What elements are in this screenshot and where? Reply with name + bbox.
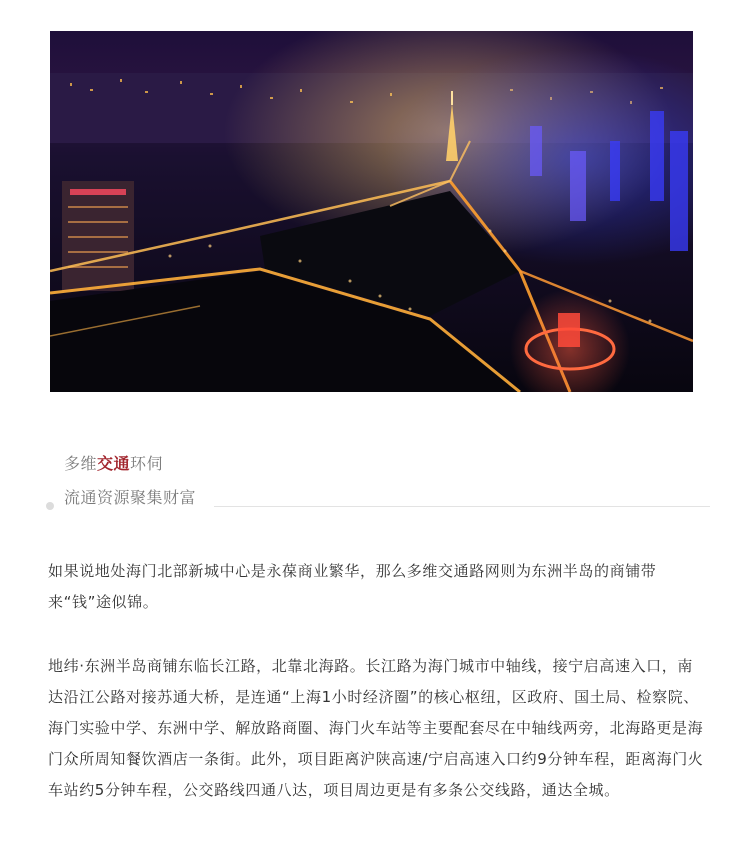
hero-night-city-photo [50,31,693,392]
heading-text-accent: 交通 [97,454,131,473]
divider-dot [46,502,54,510]
divider-line [214,506,710,507]
heading-text-pre: 多维 [64,454,98,473]
body-paragraph-2: 地纬·东洲半岛商铺东临长江路，北靠北海路。长江路为海门城市中轴线，接宁启高速入口，南达沿江公路对接苏通大桥，是连通“上海1小时经济圈”的核心枢纽，区政府、国土局、检察院、海门实验中学、东洲中学、解放路商圈、海门火车站等主要配套尽在中轴线两旁，北海路更是海门众所周知餐饮酒店一条街。此外，项目距离沪陕高速/宁启高速入口约9分钟车程，距离海门火车站约5分钟车程，公交路线四通八达，项目周边更是有多条公交线路，通达全城。 [48,657,704,799]
body-paragraph-1: 如果说地处海门北部新城中心是永葆商业繁华，那么多维交通路网则为东洲半岛的商铺带来“钱”途似锦。 [48,562,657,611]
section-heading-line-1 [64,451,163,474]
heading-text-post: 环伺 [130,454,164,473]
section-heading-line-2: 流通资源聚集财富 [64,488,197,507]
